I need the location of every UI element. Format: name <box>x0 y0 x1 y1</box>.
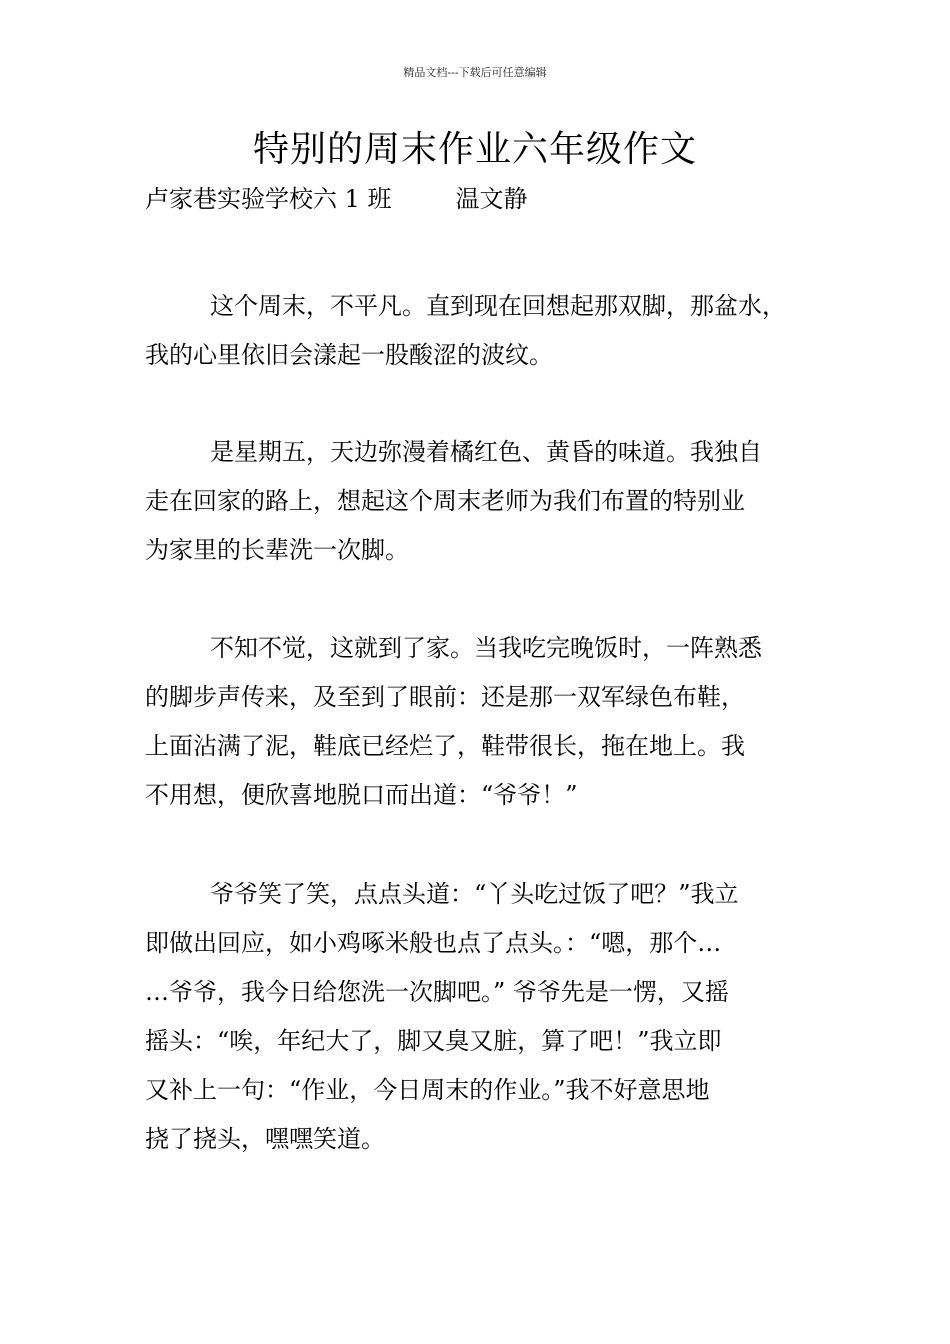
paragraph-3 <box>145 624 815 820</box>
paragraph-line: 挠了挠头，嘿嘿笑道。 <box>145 1125 385 1153</box>
paragraph-line: …爷爷，我今日给您洗一次脚吧。” 爷爷先是一愣，又摇 <box>145 978 729 1006</box>
paragraph-line: 摇头：“唉，年纪大了，脚又臭又脏，算了吧！”我立即 <box>145 1027 722 1055</box>
byline <box>145 184 528 214</box>
school-class: 卢家巷实验学校六 1 班 <box>145 185 392 213</box>
paragraph-2 <box>145 428 815 575</box>
paragraph-4 <box>145 870 815 1164</box>
header-note: 精品文档---下载后可任意编辑 <box>403 66 547 79</box>
paragraph-line: 即做出回应，如小鸡啄米般也点了点头。：“嗯，那个… <box>145 929 722 957</box>
essay-title: 特别的周末作业六年级作文 <box>252 129 697 170</box>
author-name: 温文静 <box>455 185 528 213</box>
paragraph-line: 又补上一句：“作业，今日周末的作业。”我不好意思地 <box>145 1076 710 1104</box>
paragraph-line: 的脚步声传来，及至到了眼前：还是那一双军绿色布鞋， <box>145 683 745 711</box>
paragraph-line: 爷爷笑了笑，点点头道：“丫头吃过饭了吧？”我立 <box>210 880 739 908</box>
paragraph-1 <box>145 282 815 380</box>
paragraph-line: 我的心里依旧会漾起一股酸涩的波纹。 <box>145 341 553 369</box>
paragraph-line: 为家里的长辈洗一次脚。 <box>145 536 409 564</box>
paragraph-line: 走在回家的路上，想起这个周末老师为我们布置的特别业 <box>145 487 745 515</box>
paragraph-line: 不用想，便欣喜地脱口而出道：“爷爷！” <box>145 781 578 809</box>
paragraph-line: 上面沾满了泥，鞋底已经烂了，鞋带很长，拖在地上。我 <box>145 732 745 760</box>
paragraph-line: 不知不觉，这就到了家。当我吃完晚饭时，一阵熟悉 <box>210 634 762 662</box>
paragraph-line: 这个周末，不平凡。直到现在回想起那双脚，那盆水， <box>210 292 786 320</box>
paragraph-line: 是星期五，天边弥漫着橘红色、黄昏的味道。我独自 <box>210 438 762 466</box>
